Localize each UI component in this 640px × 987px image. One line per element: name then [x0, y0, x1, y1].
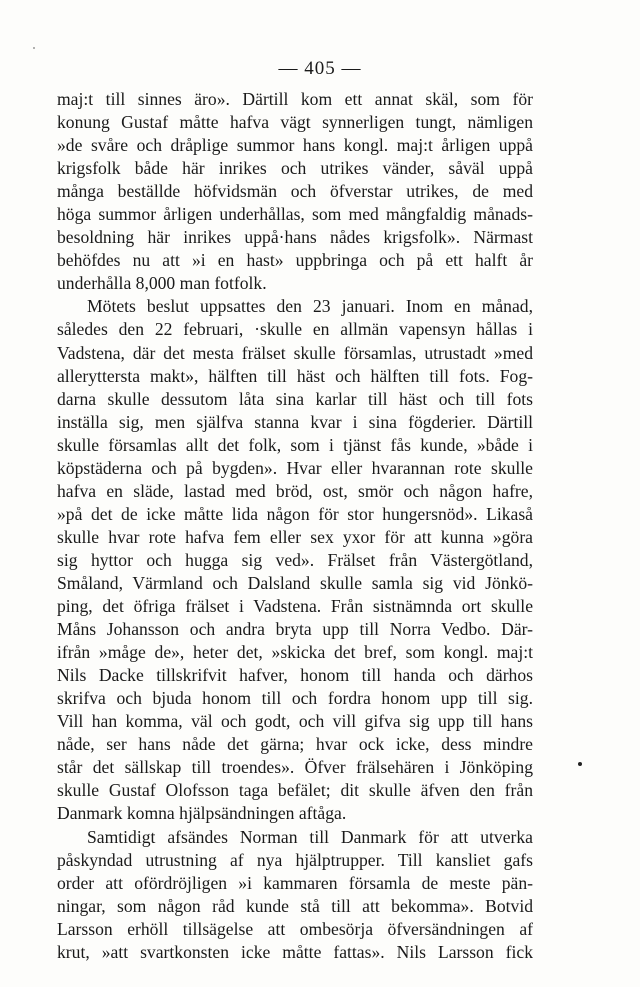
text-line: Vadstena, där det mesta frälset skulle församlas, utrustadt »med — [57, 342, 533, 363]
text-line: allerytterstа makt», hälften till häst och hälften till fots. Fog- — [57, 365, 533, 386]
text-line: Vill han komma, väl och godt, och vill gifva sig upp till hans — [57, 711, 533, 732]
text-line: Småland, Värmland och Dalsland skulle samla sig vid Jönkö- — [57, 572, 533, 593]
text-line: Nils Dacke tillskrifvit hafver, honom till handa och därhos — [57, 665, 533, 686]
text-line: ningar, som någon råd kunde stå till att bekomma». Botvid — [57, 895, 533, 916]
text-line: besoldning här inrikes uppå·hans nådes krigsfolk». Närmast — [57, 227, 533, 248]
text-line: påskyndad utrustning af nya hjälptrupper. Till kansliet gafs — [57, 849, 533, 870]
text-line: Måns Johansson och andra bryta upp till Norra Vedbo. Där- — [57, 619, 533, 640]
text-line: står det sällskap till troendes». Öfver frälsehären i Jönköping — [57, 757, 533, 778]
text-line: krut, »att svartkonsten icke måtte fattas». Nils Larsson fick — [57, 941, 533, 962]
text-line: inställa sig, men själfva stanna kvar i sina fögderier. Därtill — [57, 411, 533, 432]
text-line: maj:t till sinnes äro». Därtill kom ett annat skäl, som för — [57, 89, 533, 109]
text-line: hafva en släde, lastad med bröd, ost, smör och någon hafre, — [57, 480, 533, 501]
text-line: nåde, ser hans nåde det gärna; hvar ock icke, dess mindre — [57, 734, 533, 755]
page-number: — 405 — — [278, 58, 362, 79]
text-line: skulle församlas allt det folk, som i tjänst fås kunde, »både i — [57, 434, 533, 455]
body-text — [57, 88, 533, 964]
text-line: Samtidigt afsändes Norman till Danmark för att utverka — [87, 826, 533, 847]
text-line: underhålla 8,000 man fotfolk. — [57, 273, 267, 294]
text-line: köpstäderna och på bygden». Hvar eller hvarannan rote skulle — [57, 457, 533, 478]
text-line: krigsfolk både här inrikes och utrikes vänder, såväl uppå — [57, 158, 533, 179]
text-line: konung Gustaf måtte hafva vägt synnerligen tungt, nämligen — [57, 112, 533, 133]
text-line: skulle Gustaf Olofsson taga befälet; dit skulle äfven den från — [57, 780, 533, 801]
text-line: sig hyttor och hugga sig ved». Frälset från Västergötland, — [57, 549, 533, 570]
text-line: således den 22 februari, ·skulle en allmän vapensyn hållas i — [57, 319, 533, 340]
text-line: Danmark komna hjälpsändningen aftåga. — [57, 803, 347, 824]
text-line: order att ofördröjligen »i kammaren församla de meste pän- — [57, 872, 533, 893]
text-line: »på det de icke måtte lida någon för stor hungersnöd». Likaså — [57, 503, 533, 524]
paper-speck — [33, 47, 35, 49]
text-line: »de svåre och dråplige summor hans kongl. maj:t årligen uppå — [57, 135, 533, 156]
text-line: Mötets beslut uppsattes den 23 januari. Inom en månad, — [87, 296, 533, 317]
text-line: skrifva och bjuda honom till och fordra honom upp till sig. — [57, 688, 533, 709]
paper-speck — [578, 762, 582, 766]
text-line: höga summor årligen underhållas, som med mångfaldig månads- — [57, 204, 533, 225]
text-line: behöfdes nu att »i en hast» uppbringa och på ett halft år — [57, 250, 533, 271]
text-line: ifrån »måge de», heter det, »skicka det bref, som kongl. maj:t — [57, 642, 533, 663]
text-line: ping, det öfriga frälset i Vadstena. Från sistnämnda ort skulle — [57, 596, 533, 617]
text-line: darna skulle dessutom låta sina karlar till häst och till fots — [57, 388, 533, 409]
text-line: Larsson erhöll tillsägelse att ombesörja öfversändningen af — [57, 918, 533, 939]
text-line: skulle hvar rote hafva fem eller sex yxor för att kunna »göra — [57, 526, 533, 547]
text-line: många beställde höfvidsmän och öfverstar utrikes, de med — [57, 181, 533, 202]
